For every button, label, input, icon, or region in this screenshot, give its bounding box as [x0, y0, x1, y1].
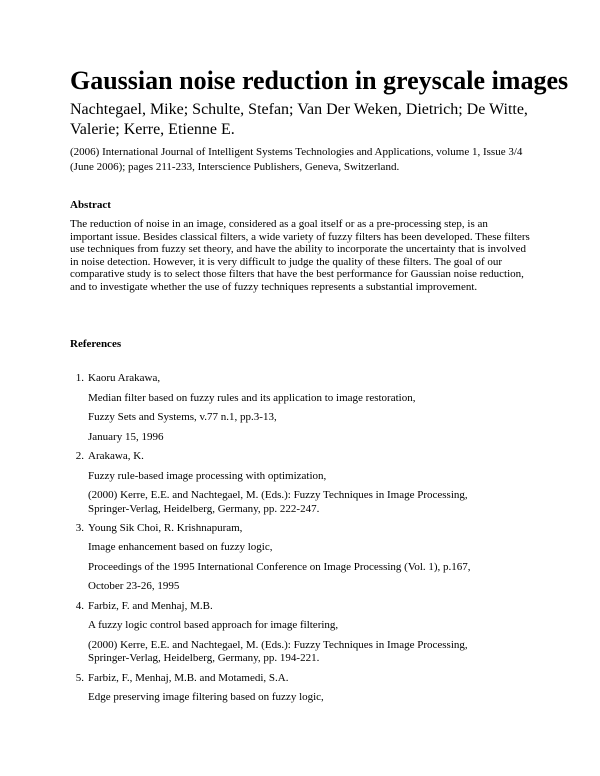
reference-source: (2000) Kerre, E.E. and Nachtegael, M. (Eds.): Fuzzy Techniques in Image Processing,	[88, 489, 468, 501]
publication-citation: (2006) International Journal of Intelligent Systems Technologies and Applications, volume 1, Issue 3/4 (June 2006); pages 211-233, Interscience Publishers, Geneva, Switzerland.	[70, 146, 523, 173]
reference-source: (2000) Kerre, E.E. and Nachtegael, M. (Eds.): Fuzzy Techniques in Image Processing,	[88, 639, 468, 651]
reference-title: Median filter based on fuzzy rules and its application to image restoration,	[88, 392, 416, 404]
reference-number: 5.	[75, 672, 84, 684]
reference-source: January 15, 1996	[88, 431, 164, 443]
reference-source: Proceedings of the 1995 International Conference on Image Processing (Vol. 1), p.167,	[88, 561, 471, 573]
reference-number: 1.	[75, 372, 84, 384]
reference-source: Springer-Verlag, Heidelberg, Germany, pp. 194-221.	[88, 652, 320, 664]
reference-author: Farbiz, F. and Menhaj, M.B.	[88, 600, 213, 612]
reference-author: Farbiz, F., Menhaj, M.B. and Motamedi, S.A.	[88, 672, 289, 684]
abstract-text: The reduction of noise in an image, considered as a goal itself or as a pre-processing step, is an important issue. Besides classical filters, a wide variety of fuzzy filters has been developed. These filters use techniques from fuzzy set theory, and have the ability to incorporate the uncertainty that is involved in noise detection. However, it is very difficult to judge the quality of these filters. The goal of our comparative study is to select those filters that have the best performance for Gaussian noise reduction, and to investigate whether the use of fuzzy techniques represents a substantial improvement.	[70, 218, 530, 293]
reference-author: Kaoru Arakawa,	[88, 372, 161, 384]
paper-title: Gaussian noise reduction in greyscale images	[70, 66, 569, 95]
abstract-heading: Abstract	[70, 199, 111, 211]
reference-title: A fuzzy logic control based approach for image filtering,	[88, 619, 339, 631]
author-list: Nachtegael, Mike; Schulte, Stefan; Van Der Weken, Dietrich; De Witte, Valerie; Kerre, Etienne E.	[70, 101, 528, 138]
reference-author: Young Sik Choi, R. Krishnapuram,	[88, 522, 243, 534]
reference-title: Edge preserving image filtering based on fuzzy logic,	[88, 691, 324, 703]
reference-source: October 23-26, 1995	[88, 580, 180, 592]
reference-number: 3.	[75, 522, 84, 534]
reference-source: Springer-Verlag, Heidelberg, Germany, pp. 222-247.	[88, 503, 320, 515]
reference-number: 4.	[75, 600, 84, 612]
references-heading: References	[70, 338, 122, 350]
reference-title: Fuzzy rule-based image processing with optimization,	[88, 470, 327, 482]
reference-author: Arakawa, K.	[88, 450, 144, 462]
reference-source: Fuzzy Sets and Systems, v.77 n.1, pp.3-13,	[88, 411, 277, 423]
reference-title: Image enhancement based on fuzzy logic,	[88, 541, 273, 553]
reference-number: 2.	[75, 450, 84, 462]
